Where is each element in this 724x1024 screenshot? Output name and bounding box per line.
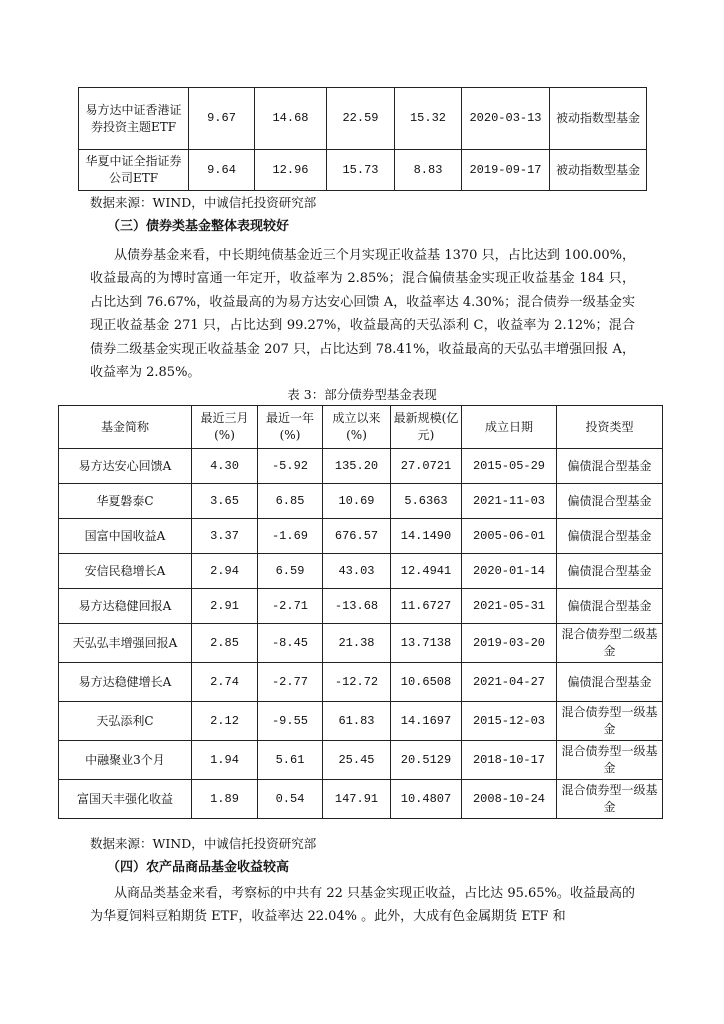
cell-type: 偏债混合型基金 [557,484,663,519]
cell-value: -9.55 [258,702,323,741]
cell-date: 2021-11-03 [462,484,557,519]
cell-type: 被动指数型基金 [550,150,647,191]
fund-name: 易方达中证香港证券投资主题ETF [79,88,189,150]
index-fund-table-continued [78,87,647,191]
table-row [59,589,663,624]
cell-value: 10.6508 [391,663,462,702]
fund-name: 天弘添利C [59,702,192,741]
cell-value: 21.38 [323,624,391,663]
cell-value: -12.72 [323,663,391,702]
cell-type: 偏债混合型基金 [557,519,663,554]
cell-value: 15.73 [327,150,395,191]
cell-value: 2.91 [192,589,258,624]
cell-value: 14.1697 [391,702,462,741]
cell-date: 2019-09-17 [462,150,550,191]
cell-value: 14.68 [255,88,327,150]
cell-value: -2.71 [258,589,323,624]
cell-value: 8.83 [395,150,462,191]
cell-value: 2.94 [192,554,258,589]
cell-value: -5.92 [258,449,323,484]
fund-name: 天弘弘丰增强回报A [59,624,192,663]
table-header-row [59,406,663,449]
cell-date: 2020-01-14 [462,554,557,589]
column-header: 最新规模(亿元) [391,406,462,449]
table-row [59,663,663,702]
fund-name: 国富中国收益A [59,519,192,554]
column-header: 基金简称 [59,406,192,449]
fund-name: 安信民稳增长A [59,554,192,589]
cell-date: 2008-10-24 [462,780,557,819]
cell-value: 14.1490 [391,519,462,554]
cell-value: 5.6363 [391,484,462,519]
fund-name: 易方达安心回馈A [59,449,192,484]
cell-type: 混合债券型二级基金 [557,624,663,663]
table-caption: 表 3：部分债券型基金表现 [287,387,437,402]
cell-value: -1.69 [258,519,323,554]
cell-type: 混合债券型一级基金 [557,780,663,819]
cell-value: 13.7138 [391,624,462,663]
table-row [59,519,663,554]
fund-name: 易方达稳健增长A [59,663,192,702]
cell-value: 147.91 [323,780,391,819]
cell-value: 9.67 [189,88,255,150]
bond-fund-table [58,405,663,819]
data-source-note: 数据来源：WIND，中诚信托投资研究部 [90,836,317,851]
column-header: 最近一年(%) [258,406,323,449]
table-row [59,484,663,519]
cell-date: 2018-10-17 [462,741,557,780]
cell-value: 3.65 [192,484,258,519]
table-row [79,150,647,191]
table-row [59,554,663,589]
cell-value: 27.0721 [391,449,462,484]
section-paragraph: 从商品类基金来看，考察标的中共有 22 只基金实现正收益，占比达 95.65%。收益最高的为华夏饲料豆粕期货 ETF，收益率达 22.04% 。此外，大成有色金属期货 ETF 和 [90,886,635,925]
table-row [59,780,663,819]
data-source-note: 数据来源：WIND，中诚信托投资研究部 [90,195,317,210]
cell-date: 2015-12-03 [462,702,557,741]
fund-name: 华夏中证全指证券公司ETF [79,150,189,191]
column-header: 成立以来(%) [323,406,391,449]
cell-value: 25.45 [323,741,391,780]
cell-type: 偏债混合型基金 [557,554,663,589]
cell-value: 2.74 [192,663,258,702]
cell-value: 5.61 [258,741,323,780]
section-heading: （四）农产品商品基金收益较高 [107,860,290,875]
cell-value: 10.4807 [391,780,462,819]
column-header: 投资类型 [557,406,663,449]
cell-value: -2.77 [258,663,323,702]
cell-value: 6.85 [258,484,323,519]
cell-value: 1.94 [192,741,258,780]
cell-value: 43.03 [323,554,391,589]
cell-date: 2015-05-29 [462,449,557,484]
cell-type: 偏债混合型基金 [557,449,663,484]
cell-value: 9.64 [189,150,255,191]
cell-value: 10.69 [323,484,391,519]
cell-value: 4.30 [192,449,258,484]
column-header: 成立日期 [462,406,557,449]
cell-date: 2019-03-20 [462,624,557,663]
table-row [59,741,663,780]
cell-value: 1.89 [192,780,258,819]
table-row [79,88,647,150]
cell-type: 被动指数型基金 [550,88,647,150]
fund-name: 富国天丰强化收益 [59,780,192,819]
cell-type: 偏债混合型基金 [557,663,663,702]
cell-value: 11.6727 [391,589,462,624]
cell-value: 22.59 [327,88,395,150]
cell-value: 12.96 [255,150,327,191]
table-row [59,624,663,663]
cell-date: 2021-05-31 [462,589,557,624]
cell-date: 2005-06-01 [462,519,557,554]
cell-value: 135.20 [323,449,391,484]
cell-value: -13.68 [323,589,391,624]
section-heading: （三）债券类基金整体表现较好 [107,219,290,234]
cell-type: 偏债混合型基金 [557,589,663,624]
fund-name: 易方达稳健回报A [59,589,192,624]
table-row [59,449,663,484]
cell-type: 混合债券型一级基金 [557,702,663,741]
cell-value: 20.5129 [391,741,462,780]
section-paragraph: 从债券基金来看，中长期纯债基金近三个月实现正收益基 1370 只，占比达到 100.00%，收益最高的为博时富通一年定开，收益率为 2.85%；混合偏债基金实现正收益基金 184 只，占比达到 76.67%，收益最高的为易方达安心回馈 A，收益率达 4.30%；混合债券一级基金实现正收益基金 271 只，占比达到 99.27%，收益最高的天弘添利 C，收益率为 2.12%；混合债券二级基金实现正收益基金 207 只，占比达到 78.41%，收益最高的天弘弘丰增强回报 A，收益率为 2.85%。 [90,248,635,381]
cell-type: 混合债券型一级基金 [557,741,663,780]
cell-value: -8.45 [258,624,323,663]
cell-date: 2021-04-27 [462,663,557,702]
cell-value: 3.37 [192,519,258,554]
fund-name: 华夏磐泰C [59,484,192,519]
table-row [59,702,663,741]
column-header: 最近三月(%) [192,406,258,449]
cell-value: 0.54 [258,780,323,819]
cell-value: 676.57 [323,519,391,554]
fund-name: 中融聚业3个月 [59,741,192,780]
cell-value: 6.59 [258,554,323,589]
cell-date: 2020-03-13 [462,88,550,150]
cell-value: 15.32 [395,88,462,150]
cell-value: 2.12 [192,702,258,741]
cell-value: 61.83 [323,702,391,741]
cell-value: 2.85 [192,624,258,663]
cell-value: 12.4941 [391,554,462,589]
